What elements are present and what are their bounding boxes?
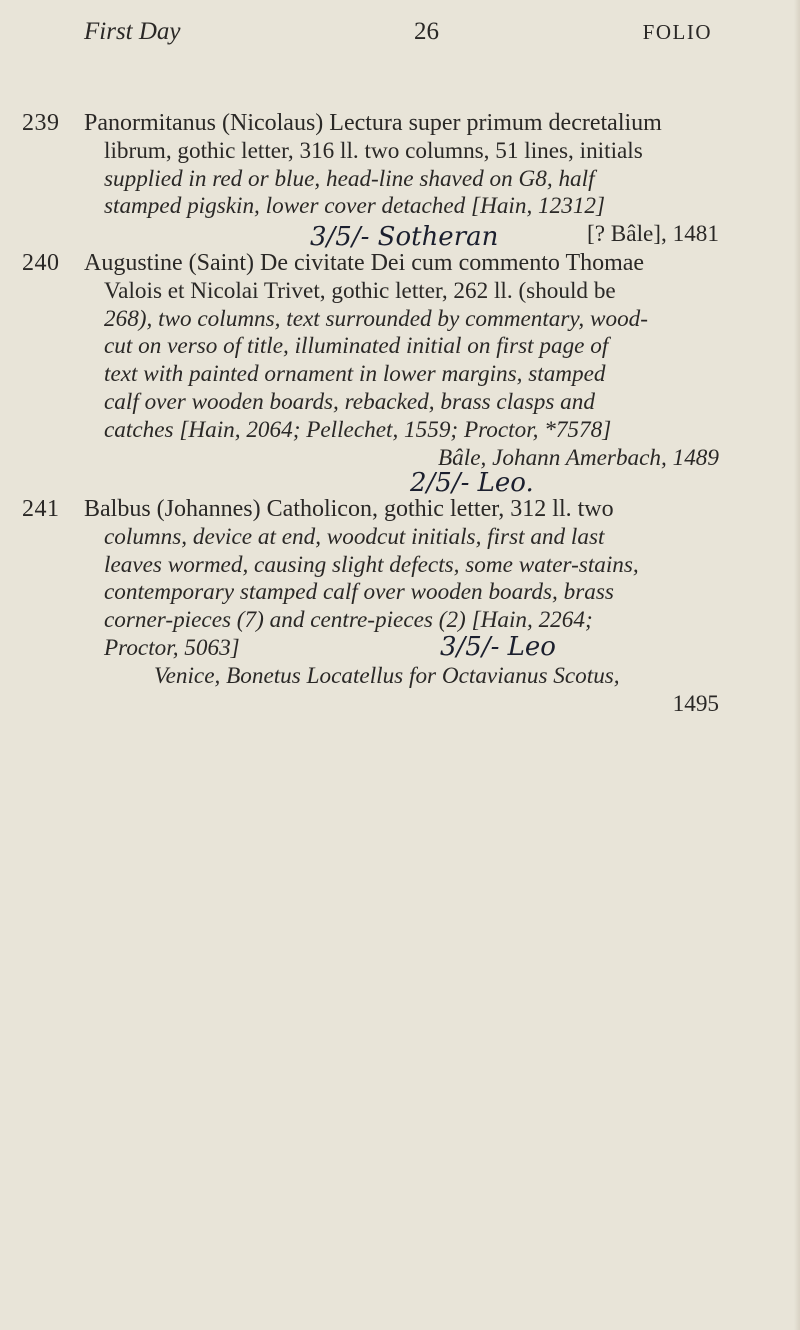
description-line: supplied in red or blue, head-line shaved on G8, half [104, 165, 595, 192]
description-line: text with painted ornament in lower margins, stamped [104, 361, 606, 388]
lot-description [84, 250, 724, 472]
description-line: contemporary stamped calf over wooden boards, brass [104, 579, 614, 606]
description-line: Proctor, 5063] [104, 634, 240, 661]
lot-number: 239 [22, 110, 60, 136]
running-title: First Day [84, 18, 181, 45]
format-label: FOLIO [642, 20, 712, 44]
description-line: Balbus (Johannes) Catholicon, gothic letter, 312 ll. two [84, 496, 614, 522]
description-line: 268), two columns, text surrounded by commentary, wood- [104, 305, 648, 332]
lot-number: 241 [22, 496, 60, 522]
description-line: Valois et Nicolai Trivet, gothic letter, 262 ll. (should be [104, 277, 616, 304]
description-line: columns, device at end, woodcut initials, first and last [104, 523, 605, 550]
page-edge-shadow [794, 0, 800, 1330]
page-number: 26 [414, 18, 439, 45]
handwritten-annotation: 2/5/- Leo. [410, 468, 534, 498]
imprint-year: 1495 [672, 690, 719, 717]
lot-description [84, 496, 724, 718]
description-line: Panormitanus (Nicolaus) Lectura super primum decretalium [84, 110, 662, 136]
handwritten-annotation: 3/5/- Leo [440, 632, 556, 662]
lot-number: 240 [22, 250, 60, 276]
description-line: Augustine (Saint) De civitate Dei cum commento Thomae [84, 250, 645, 276]
description-line: stamped pigskin, lower cover detached [Hain, 12312] [104, 193, 606, 220]
description-line: cut on verso of title, illuminated initial on first page of [104, 333, 609, 360]
imprint-line: [? Bâle], 1481 [587, 221, 719, 248]
imprint-line: Venice, Bonetus Locatellus for Octavianus Scotus, [154, 662, 620, 689]
page-header [84, 18, 712, 48]
description-line: corner-pieces (7) and centre-pieces (2) [Hain, 2264; [104, 607, 593, 634]
description-line: leaves wormed, causing slight defects, some water-stains, [104, 551, 639, 578]
description-line: catches [Hain, 2064; Pellechet, 1559; Proctor, *7578] [104, 416, 612, 443]
description-line: calf over wooden boards, rebacked, brass clasps and [104, 388, 595, 415]
description-line: librum, gothic letter, 316 ll. two columns, 51 lines, initials [104, 137, 643, 164]
handwritten-annotation: 3/5/- Sotheran [310, 222, 499, 252]
imprint-line: Bâle, Johann Amerbach, 1489 [438, 444, 719, 471]
